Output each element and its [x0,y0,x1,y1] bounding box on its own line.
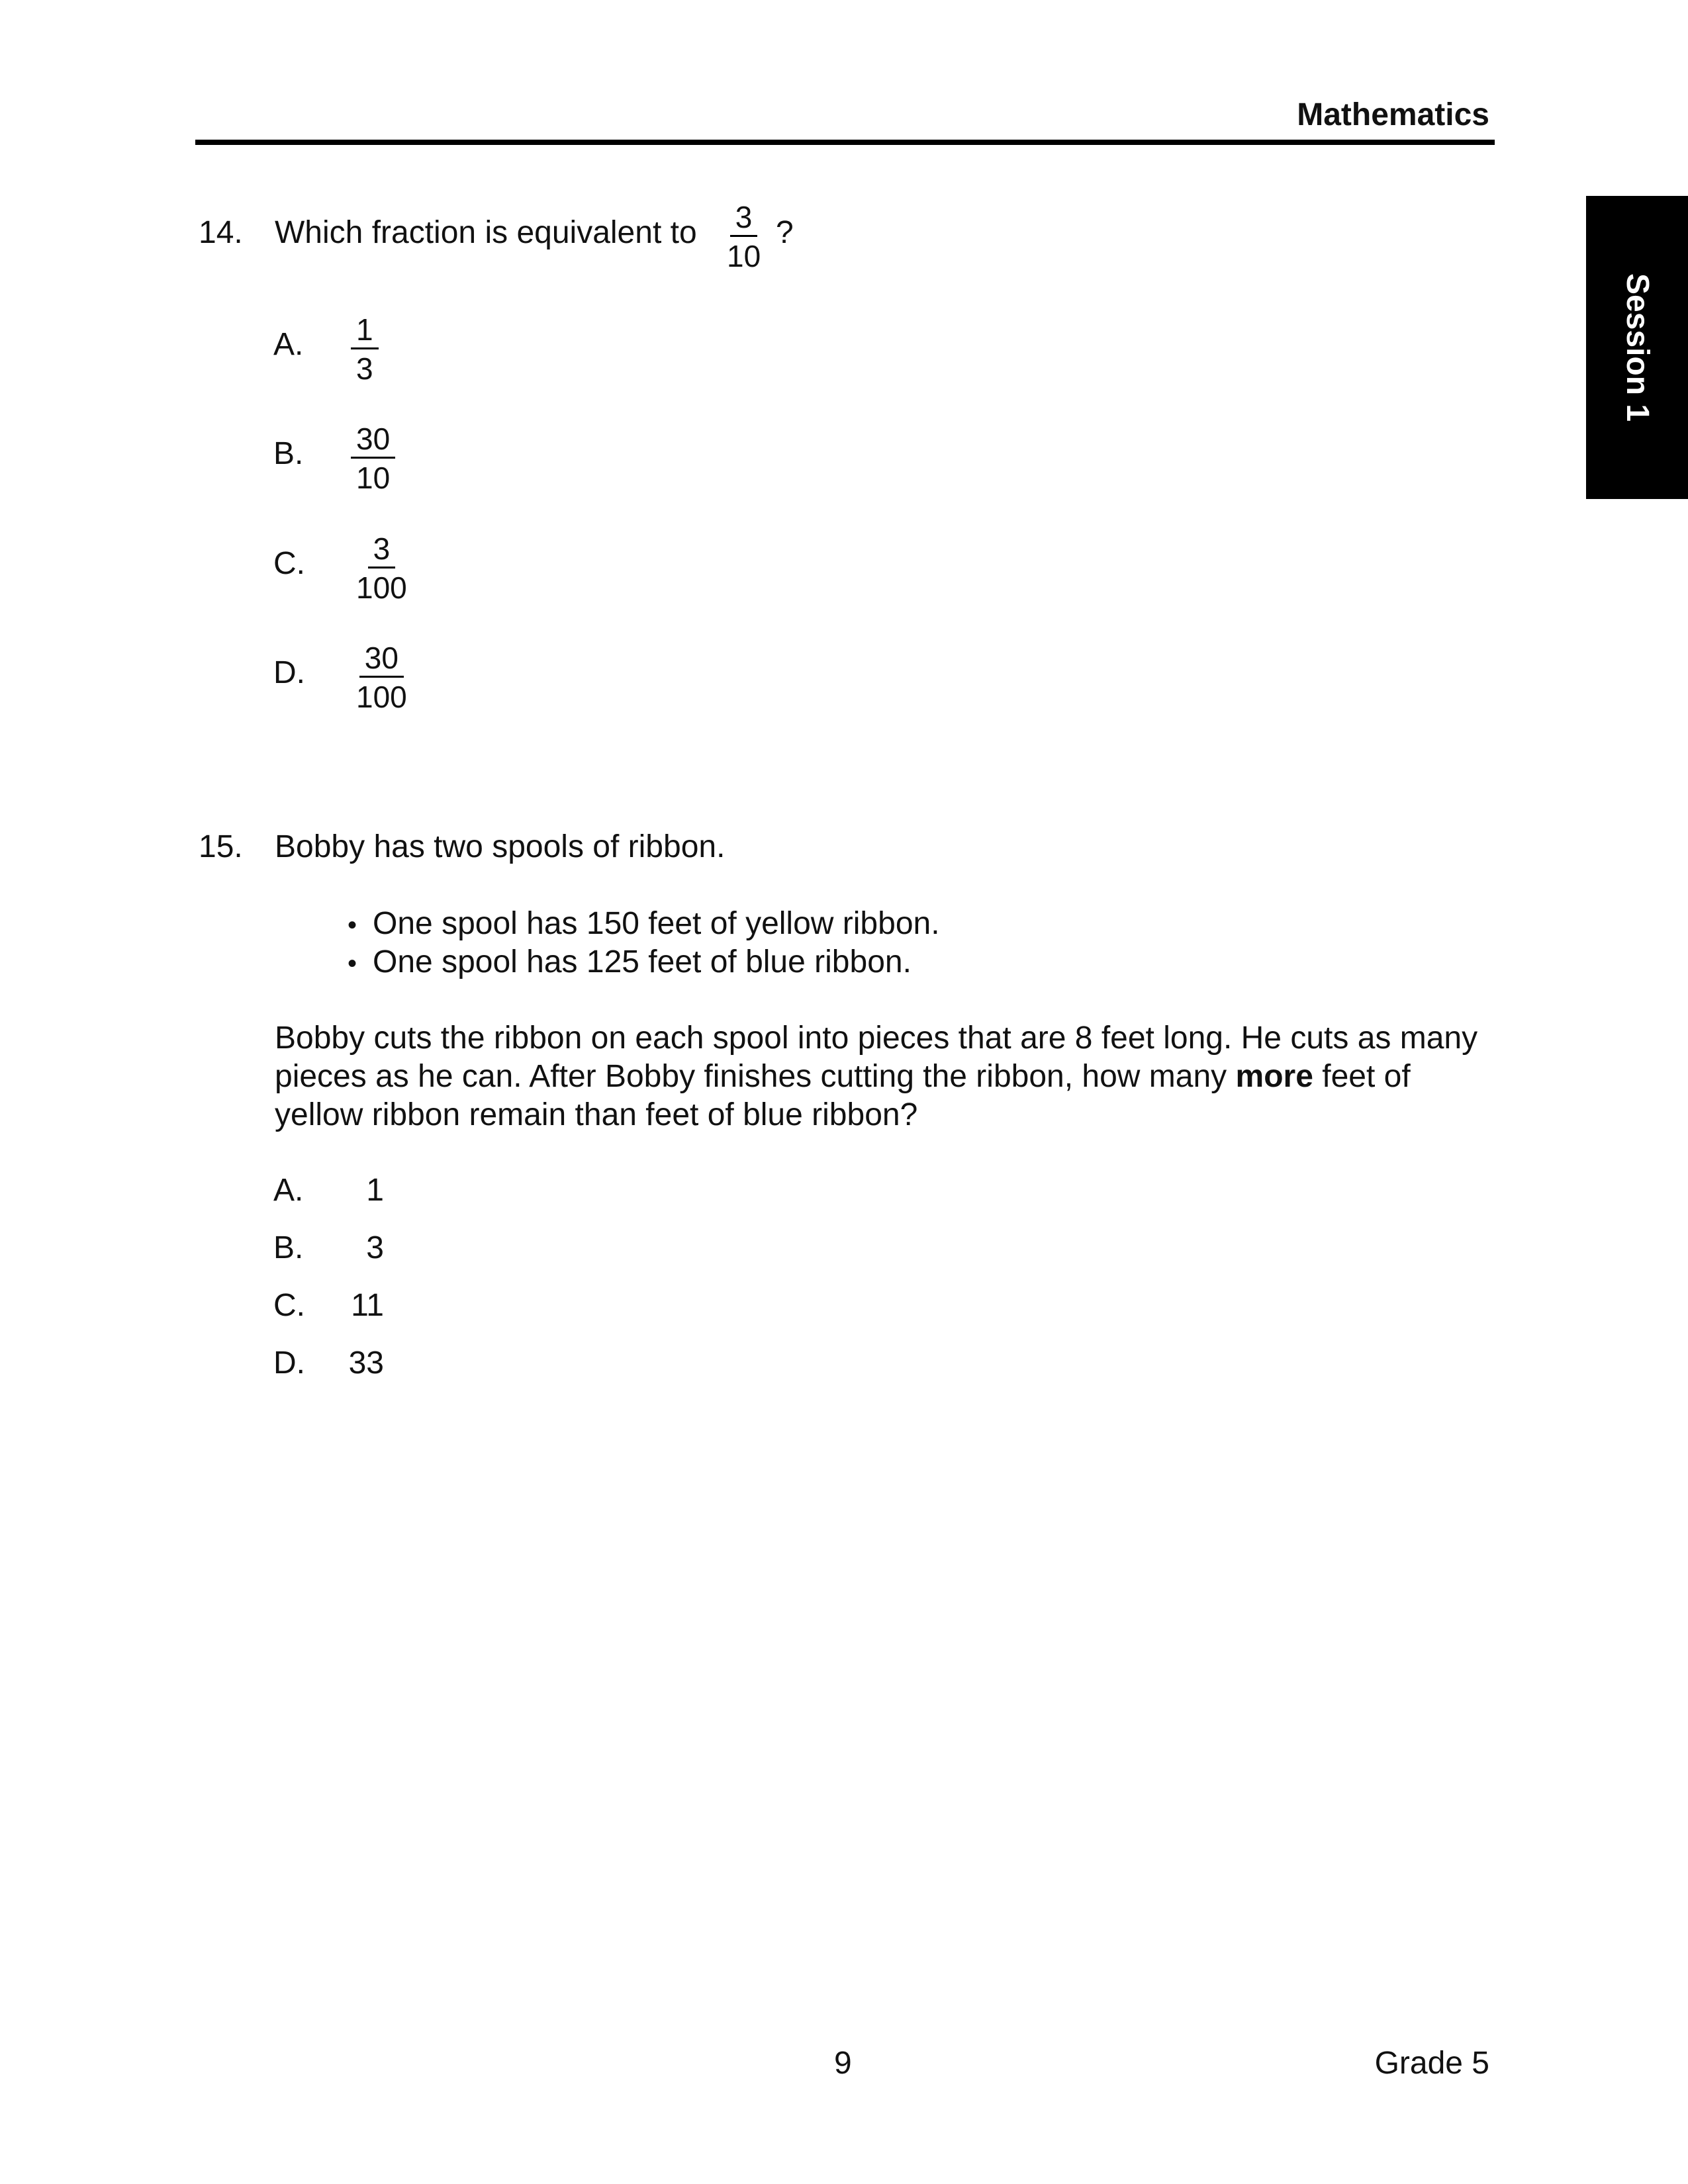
q14-option-b-denominator: 10 [356,461,391,495]
q14-option-a-fraction[interactable] [351,314,379,384]
q14-question-mark: ? [776,215,794,250]
q14-option-d-numerator: 30 [359,643,404,678]
q15-paragraph [275,1019,1499,1134]
q15-stem: Bobby has two spools of ribbon. [275,829,726,864]
q15-paragraph-part2: feet of yellow ribbon remain than feet of blue ribbon? [275,1059,1411,1132]
session-tab [1586,196,1688,499]
q14-option-b-letter: B. [273,436,304,471]
q15-option-c-value[interactable]: 11 [351,1288,384,1323]
q14-option-c-letter: C. [273,546,305,581]
q14-option-a-denominator: 3 [356,351,373,386]
q14-option-a-numerator: 1 [351,314,379,349]
q14-option-b-fraction[interactable] [351,424,395,493]
q14-option-d-denominator: 100 [356,680,407,714]
q15-option-c-letter: C. [273,1288,305,1323]
bullet-icon: • [348,911,357,940]
q14-option-a-letter: A. [273,327,304,362]
q14-fraction-denominator: 10 [727,239,761,273]
q14-option-b-numerator: 30 [351,424,395,459]
bullet-icon: • [348,949,357,978]
q15-option-a-value[interactable]: 1 [366,1173,384,1208]
grade-label: Grade 5 [1374,2046,1489,2081]
q14-option-d-letter: D. [273,655,305,690]
q14-fraction-numerator: 3 [730,202,758,237]
q15-paragraph-bold: more [1235,1059,1313,1094]
header-subject: Mathematics [1297,97,1489,132]
q14-option-c-fraction[interactable] [351,533,412,603]
q15-bullet-2: One spool has 125 feet of blue ribbon. [373,944,912,979]
q15-option-d-value[interactable]: 33 [348,1345,384,1381]
page-number: 9 [834,2046,852,2081]
q15-paragraph-part1: Bobby cuts the ribbon on each spool into pieces that are 8 feet long. He cuts as many pieces as he can. After Bobby finishes cutting the ribbon, how many [275,1021,1478,1094]
q15-number: 15. [199,829,243,864]
header-rule [195,140,1495,145]
q14-number: 14. [199,215,243,250]
q15-option-d-letter: D. [273,1345,305,1381]
q14-fraction [722,202,766,271]
q14-option-d-fraction[interactable] [351,643,412,712]
q14-stem: Which fraction is equivalent to [275,215,697,250]
q14-option-c-denominator: 100 [356,570,407,605]
session-tab-label: Session 1 [1620,273,1655,422]
q15-option-b-value[interactable]: 3 [366,1230,384,1265]
q15-bullet-1: One spool has 150 feet of yellow ribbon. [373,906,940,941]
q15-option-b-letter: B. [273,1230,304,1265]
q15-option-a-letter: A. [273,1173,304,1208]
q14-option-c-numerator: 3 [368,533,396,569]
